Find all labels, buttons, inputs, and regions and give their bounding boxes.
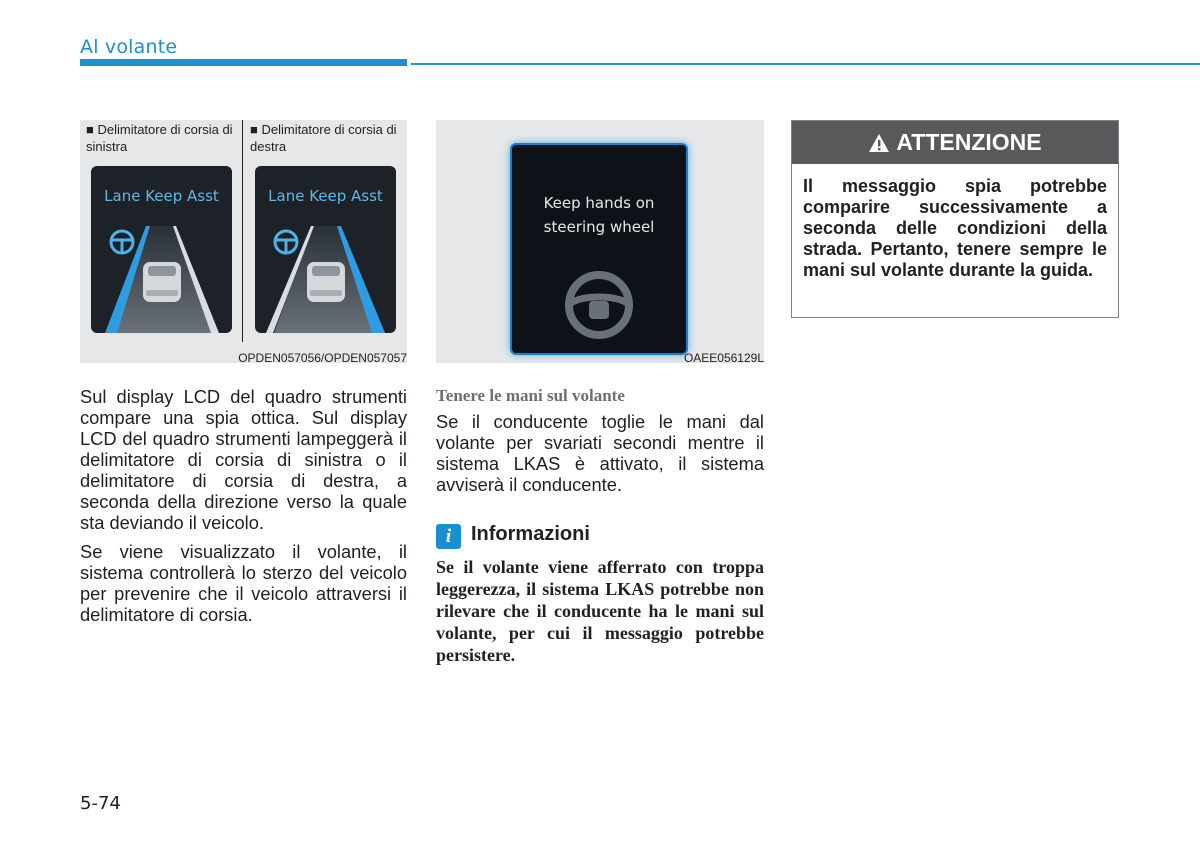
steering-wheel-icon: [111, 231, 133, 253]
paragraph: Sul display LCD del quadro strumenti compare una spia ottica. Sul display LCD del quadro strumenti lampeggerà il delimitatore di corsia di sinistra o il delimitatore di corsia di destra, a seconda della direzione verso la quale sta deviando il veicolo.: [80, 386, 407, 533]
lane-departure-figure: [80, 120, 407, 363]
lcd-title: Lane Keep Asst: [268, 187, 383, 205]
page-number: 5-74: [80, 793, 121, 814]
column-middle-text: [436, 386, 764, 495]
steering-wheel-icon: [275, 231, 297, 253]
info-title: Informazioni: [471, 523, 590, 545]
lcd-title: Lane Keep Asst: [104, 187, 219, 205]
paragraph: Se viene visualizzato il volante, il sistema controllerà lo sterzo del veicolo per prevenire che il veicolo attraversi il delimitatore di corsia.: [80, 541, 407, 625]
subheading: Tenere le mani sul volante: [436, 386, 625, 405]
warning-title-text: ATTENZIONE: [896, 129, 1042, 155]
lcd-message-line2: steering wheel: [543, 218, 655, 236]
lcd-left-lane-warning: [91, 166, 232, 333]
hands-on-figure: [436, 120, 764, 363]
car-icon: [143, 262, 181, 302]
warning-title: [792, 129, 1118, 156]
caption-right-lane: ■ Delimitatore di corsia di destra: [250, 122, 397, 154]
header-rule-thin: [411, 63, 1200, 65]
steering-wheel-graphic: [512, 145, 686, 353]
section-title: Al volante: [80, 36, 178, 58]
lcd-right-lane-warning: [255, 166, 396, 333]
figure-divider: [242, 120, 243, 342]
figure-code: OAEE056129L: [683, 351, 764, 365]
warning-box: [791, 120, 1119, 318]
warning-triangle-icon: [868, 133, 890, 153]
lane-right-illustration: [255, 166, 396, 333]
warning-body: Il messaggio spia potrebbe comparire successivamente a seconda delle condizioni della strada. Pertanto, tenere sempre le mani sul volante durante la guida.: [803, 176, 1107, 280]
info-body: Se il volante viene afferrato con troppa leggerezza, il sistema LKAS potrebbe non rilevare che il conducente ha le mani sul volante, per cui il messaggio potrebbe persistere.: [436, 557, 764, 665]
header-rule-thick: [80, 59, 407, 66]
lane-left-illustration: [91, 166, 232, 333]
figure-code: OPDEN057056/OPDEN057057: [238, 351, 407, 365]
lcd-message-line1: Keep hands on: [543, 194, 655, 212]
warning-header: [792, 121, 1118, 164]
paragraph: Se il conducente toglie le mani dal volante per svariati secondi mentre il sistema LKAS è attivato, il sistema avviserà il conducente.: [436, 411, 764, 495]
column-left-text: [80, 386, 407, 625]
caption-left-lane: ■ Delimitatore di corsia di sinistra: [86, 122, 233, 154]
info-icon: i: [436, 524, 461, 549]
car-icon: [307, 262, 345, 302]
steering-wheel-icon: [569, 275, 629, 335]
lcd-hands-on-message: [512, 145, 686, 353]
